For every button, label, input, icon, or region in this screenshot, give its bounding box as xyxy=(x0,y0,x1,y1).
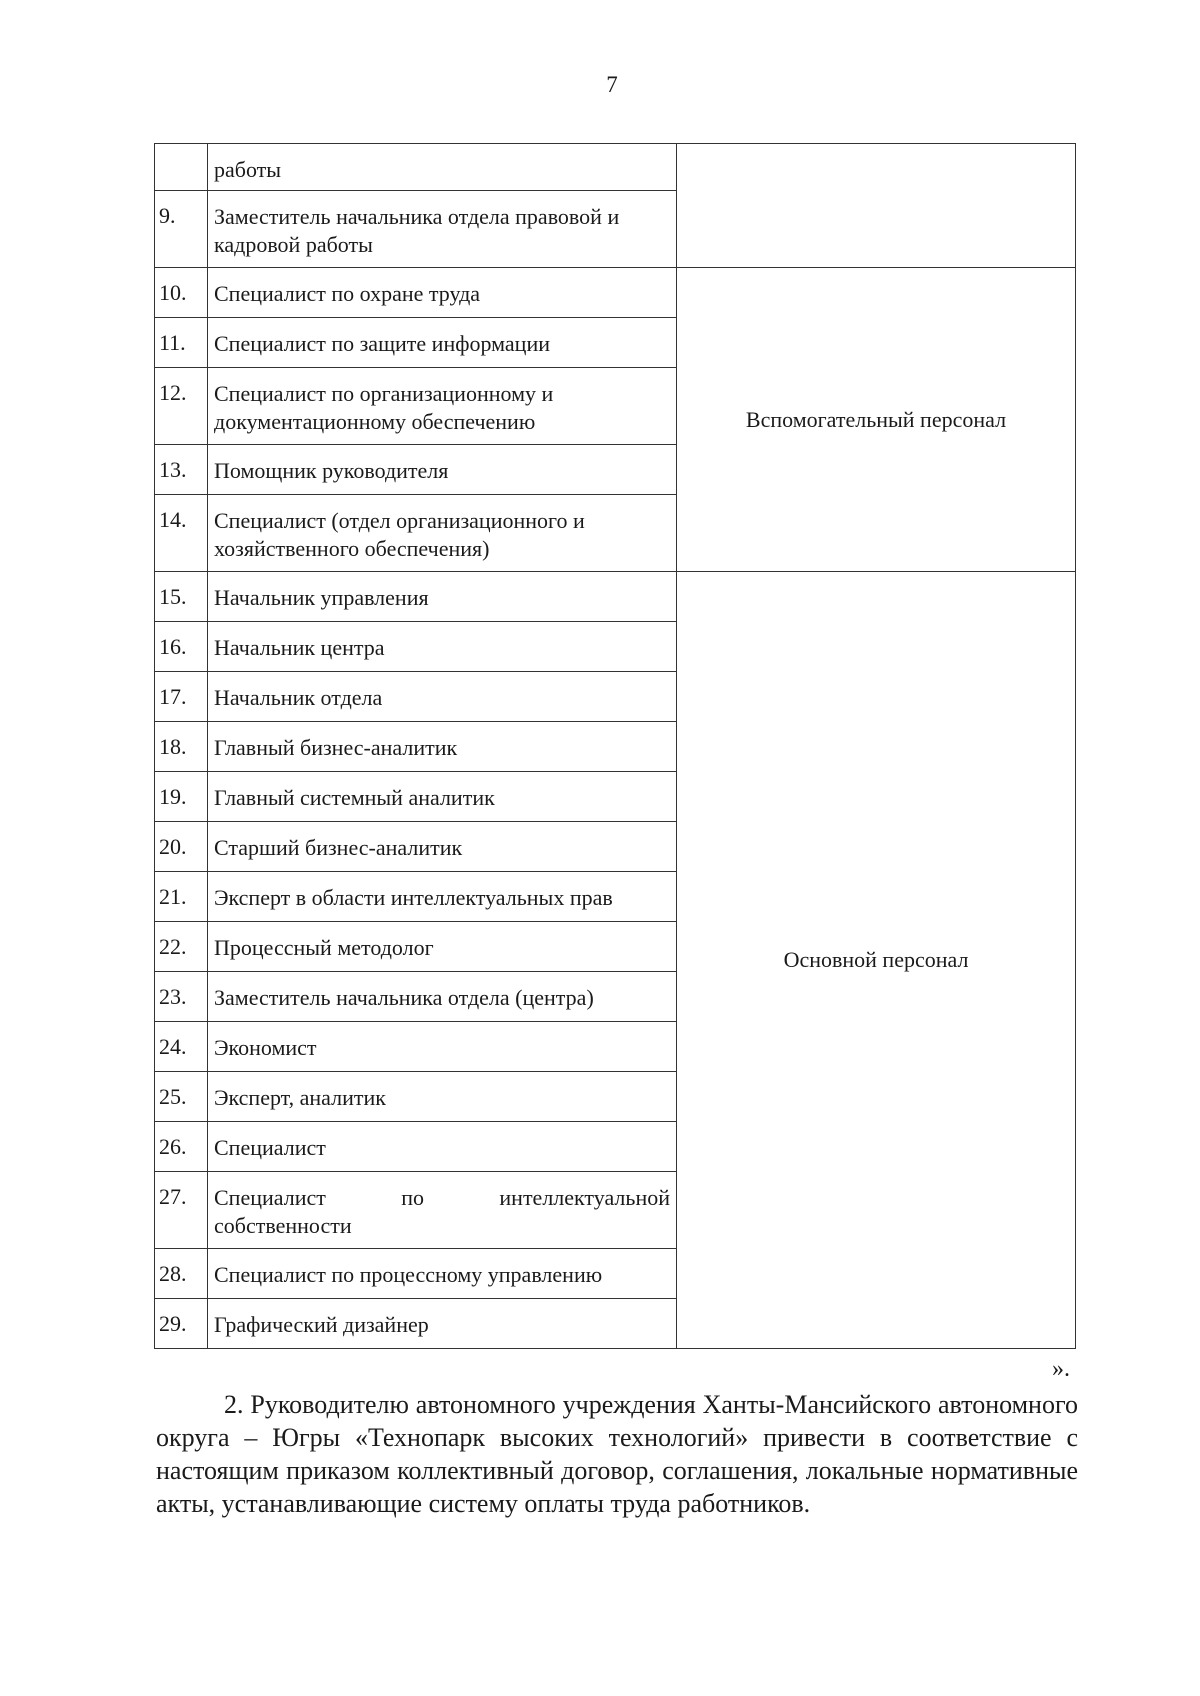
table-row xyxy=(155,572,1076,622)
position-name: Специалист по процессному управлению xyxy=(208,1249,677,1299)
position-line-1 xyxy=(214,1184,670,1212)
row-number: 16. xyxy=(155,622,208,672)
row-number: 23. xyxy=(155,972,208,1022)
category-main: Основной персонал xyxy=(677,572,1076,1349)
position-name: работы xyxy=(208,144,677,191)
row-number: 24. xyxy=(155,1022,208,1072)
table-row xyxy=(155,144,1076,191)
position-name: Специалист по защите информации xyxy=(208,318,677,368)
row-number: 9. xyxy=(155,191,208,268)
row-number: 29. xyxy=(155,1299,208,1349)
position-name: Старший бизнес-аналитик xyxy=(208,822,677,872)
row-number: 11. xyxy=(155,318,208,368)
position-name: Специалист (отдел организационного и хозяйственного обеспечения) xyxy=(208,495,677,572)
position-name: Графический дизайнер xyxy=(208,1299,677,1349)
position-word: по xyxy=(401,1185,425,1210)
position-name: Заместитель начальника отдела правовой и кадровой работы xyxy=(208,191,677,268)
row-number: 15. xyxy=(155,572,208,622)
position-name: Начальник отдела xyxy=(208,672,677,722)
staff-table-wrapper xyxy=(154,143,1076,1349)
position-name: Заместитель начальника отдела (центра) xyxy=(208,972,677,1022)
row-number: 26. xyxy=(155,1122,208,1172)
position-name: Помощник руководителя xyxy=(208,445,677,495)
position-name: Эксперт в области интеллектуальных прав xyxy=(208,872,677,922)
row-number: 28. xyxy=(155,1249,208,1299)
page-number: 7 xyxy=(606,72,618,97)
position-name: Начальник центра xyxy=(208,622,677,672)
row-number: 17. xyxy=(155,672,208,722)
position-word: интеллектуальной xyxy=(499,1185,670,1210)
position-name: Экономист xyxy=(208,1022,677,1072)
category-cell-continued xyxy=(677,144,1076,268)
row-number: 19. xyxy=(155,772,208,822)
position-name: Специалист по охране труда xyxy=(208,268,677,318)
staff-positions-table xyxy=(154,143,1076,1349)
category-auxiliary: Вспомогательный персонал xyxy=(677,268,1076,572)
position-name: Специалист xyxy=(208,1122,677,1172)
body-paragraph: 2. Руководителю автономного учреждения Ханты-Мансийского автономного округа – Югры «Технопарк высоких технологий» привести в соответствие с настоящим приказом коллективный договор, соглашения, локальные нормативные акты, устанавливающие систему оплаты труда работников. xyxy=(156,1390,1078,1518)
row-number: 12. xyxy=(155,368,208,445)
row-number: 27. xyxy=(155,1172,208,1249)
row-number: 20. xyxy=(155,822,208,872)
position-name: Процессный методолог xyxy=(208,922,677,972)
row-number: 25. xyxy=(155,1072,208,1122)
position-word: Специалист xyxy=(214,1185,326,1210)
row-number: 13. xyxy=(155,445,208,495)
row-number: 14. xyxy=(155,495,208,572)
closing-quote: ». xyxy=(1052,1356,1070,1382)
row-number xyxy=(155,144,208,191)
row-number: 21. xyxy=(155,872,208,922)
position-line-2: собственности xyxy=(214,1213,352,1238)
row-number: 18. xyxy=(155,722,208,772)
position-name: Главный бизнес-аналитик xyxy=(208,722,677,772)
row-number: 10. xyxy=(155,268,208,318)
position-name: Эксперт, аналитик xyxy=(208,1072,677,1122)
position-name: Специалист по организационному и документационному обеспечению xyxy=(208,368,677,445)
row-number: 22. xyxy=(155,922,208,972)
position-name: Начальник управления xyxy=(208,572,677,622)
table-row xyxy=(155,268,1076,318)
position-name-27 xyxy=(208,1172,677,1249)
position-name: Главный системный аналитик xyxy=(208,772,677,822)
